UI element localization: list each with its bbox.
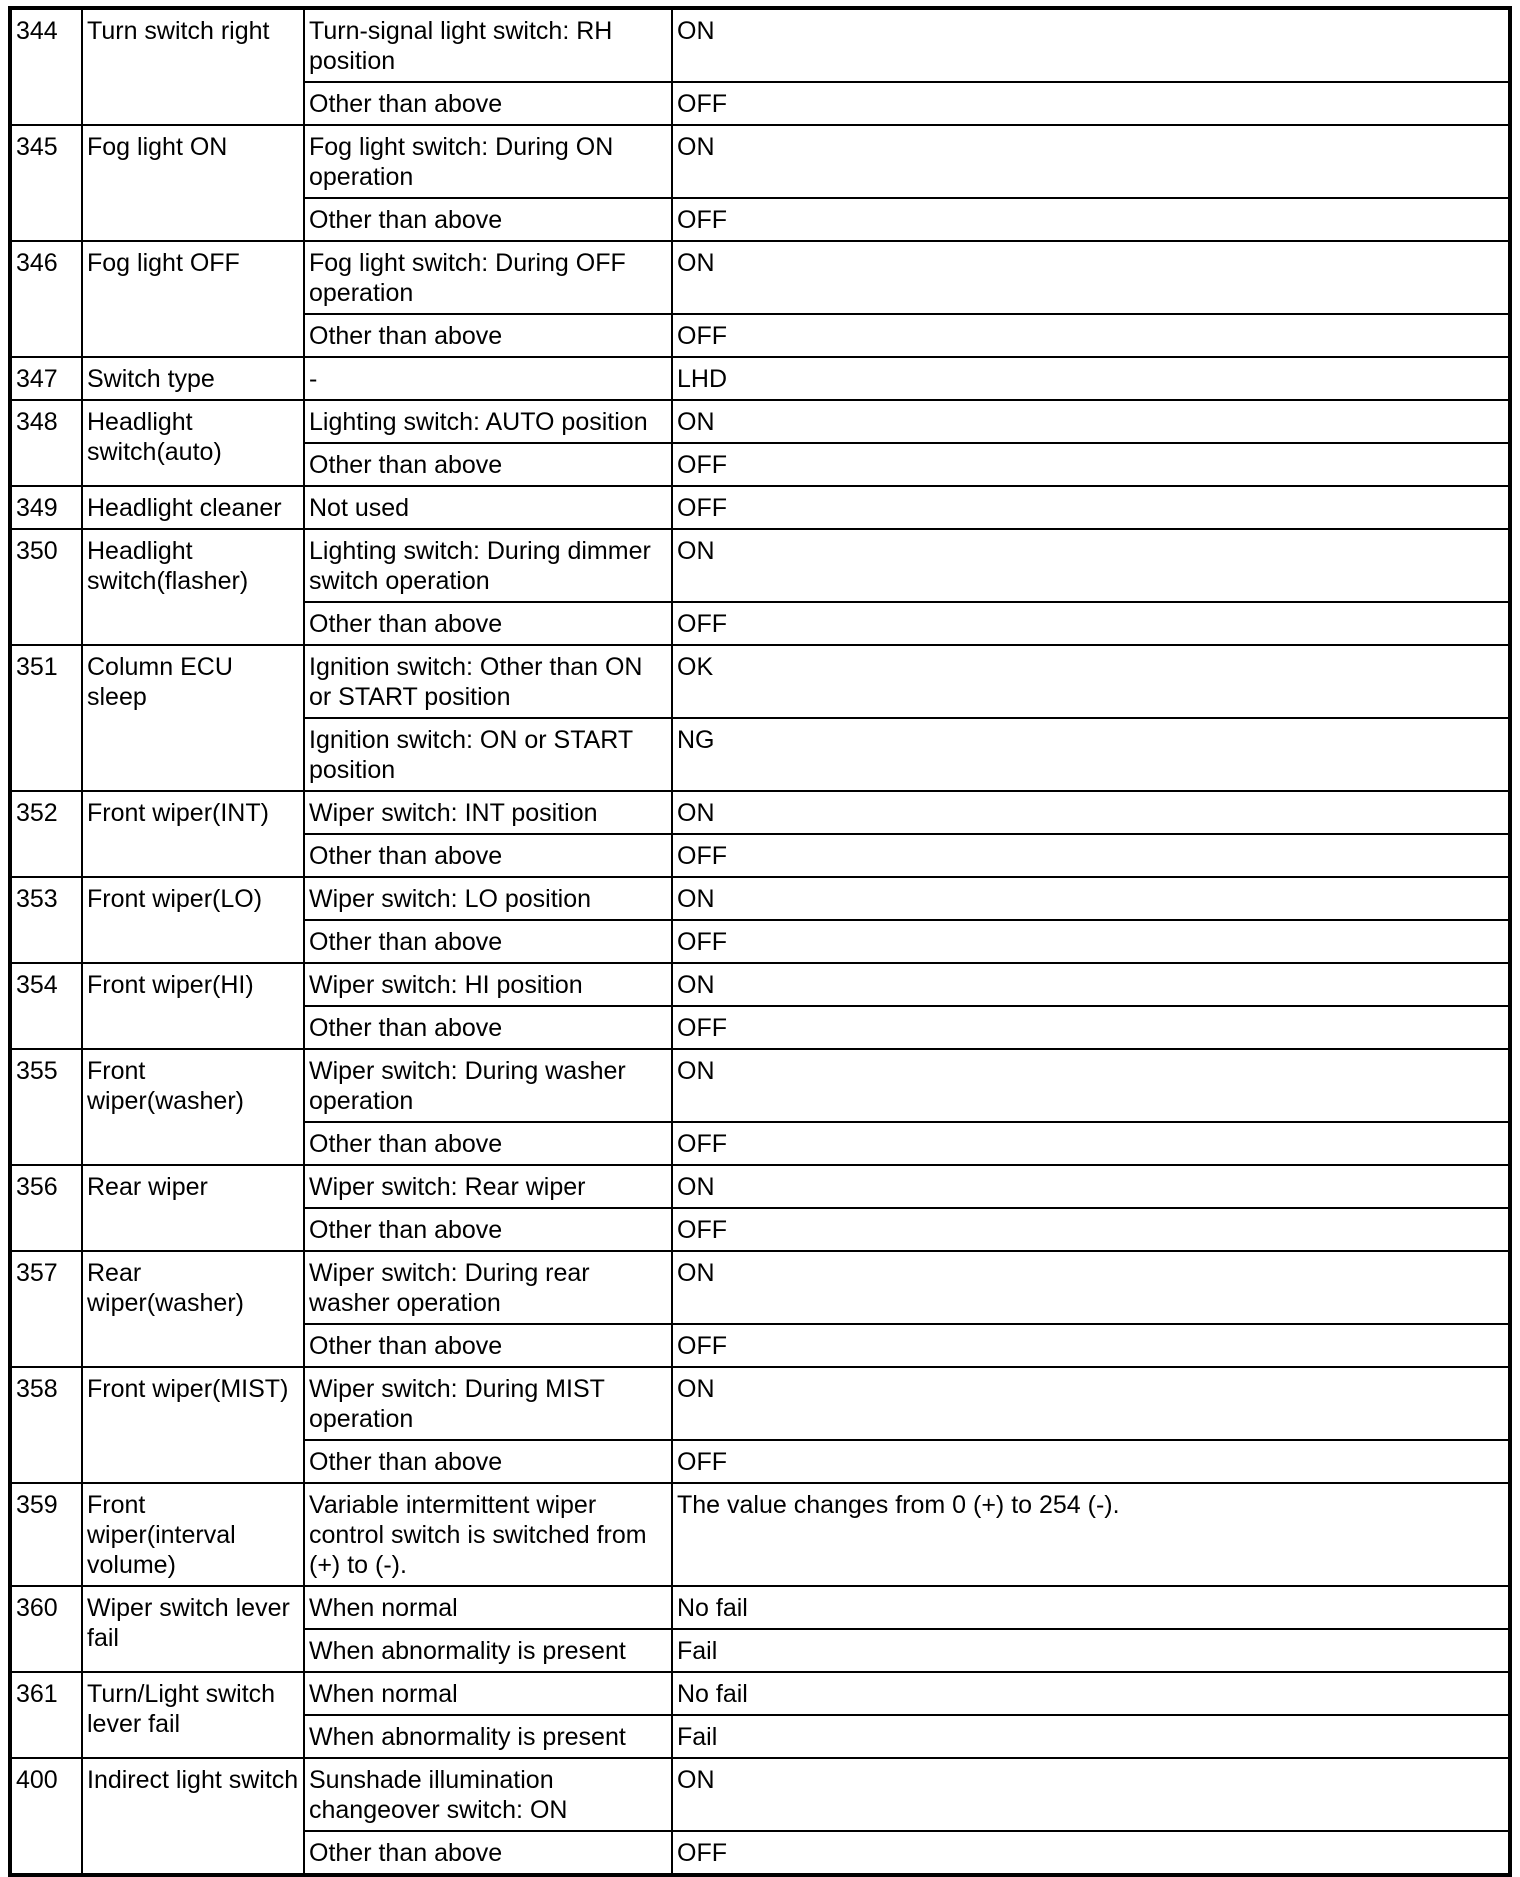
row-number-cell: 361: [10, 1672, 82, 1758]
condition-cell: Lighting switch: AUTO position: [304, 400, 672, 443]
table-row: [10, 8, 1510, 82]
row-number-cell: 356: [10, 1165, 82, 1251]
item-name-cell: Front wiper(washer): [82, 1049, 304, 1165]
value-cell: ON: [672, 963, 1510, 1006]
table-row: [10, 486, 1510, 529]
value-cell: No fail: [672, 1586, 1510, 1629]
value-cell: ON: [672, 1758, 1510, 1831]
value-cell: OFF: [672, 602, 1510, 645]
condition-cell: Other than above: [304, 1122, 672, 1165]
condition-cell: Ignition switch: Other than ON or START position: [304, 645, 672, 718]
value-cell: ON: [672, 241, 1510, 314]
condition-cell: When abnormality is present: [304, 1629, 672, 1672]
table-row: [10, 1586, 1510, 1629]
item-name-cell: Column ECU sleep: [82, 645, 304, 791]
value-cell: OFF: [672, 486, 1510, 529]
condition-cell: Other than above: [304, 920, 672, 963]
value-cell: ON: [672, 1251, 1510, 1324]
table-row: [10, 125, 1510, 198]
value-cell: OFF: [672, 1440, 1510, 1483]
value-cell: OFF: [672, 1006, 1510, 1049]
item-name-cell: Headlight switch(auto): [82, 400, 304, 486]
row-number-cell: 351: [10, 645, 82, 791]
condition-cell: Lighting switch: During dimmer switch operation: [304, 529, 672, 602]
condition-cell: When normal: [304, 1672, 672, 1715]
condition-cell: Sunshade illumination changeover switch: ON: [304, 1758, 672, 1831]
condition-cell: Other than above: [304, 1006, 672, 1049]
condition-cell: Other than above: [304, 443, 672, 486]
row-number-cell: 348: [10, 400, 82, 486]
value-cell: OFF: [672, 198, 1510, 241]
value-cell: OFF: [672, 443, 1510, 486]
value-cell: OFF: [672, 1122, 1510, 1165]
condition-cell: Fog light switch: During ON operation: [304, 125, 672, 198]
item-name-cell: Front wiper(HI): [82, 963, 304, 1049]
table-row: [10, 241, 1510, 314]
item-name-cell: Turn switch right: [82, 8, 304, 125]
item-name-cell: Fog light OFF: [82, 241, 304, 357]
table-row: [10, 1251, 1510, 1324]
value-cell: OFF: [672, 834, 1510, 877]
value-cell: Fail: [672, 1629, 1510, 1672]
row-number-cell: 347: [10, 357, 82, 400]
row-number-cell: 400: [10, 1758, 82, 1875]
row-number-cell: 353: [10, 877, 82, 963]
condition-cell: Wiper switch: Rear wiper: [304, 1165, 672, 1208]
value-cell: The value changes from 0 (+) to 254 (-).: [672, 1483, 1510, 1586]
condition-cell: Other than above: [304, 602, 672, 645]
row-number-cell: 344: [10, 8, 82, 125]
condition-cell: Other than above: [304, 834, 672, 877]
value-cell: ON: [672, 791, 1510, 834]
condition-cell: Other than above: [304, 1440, 672, 1483]
condition-cell: Wiper switch: LO position: [304, 877, 672, 920]
item-name-cell: Front wiper(INT): [82, 791, 304, 877]
table-row: [10, 1758, 1510, 1831]
table-row: [10, 400, 1510, 443]
value-cell: Fail: [672, 1715, 1510, 1758]
table-row: [10, 877, 1510, 920]
table-row: [10, 1483, 1510, 1586]
row-number-cell: 345: [10, 125, 82, 241]
table-row: [10, 529, 1510, 602]
condition-cell: When abnormality is present: [304, 1715, 672, 1758]
item-name-cell: Headlight switch(flasher): [82, 529, 304, 645]
table-row: [10, 1049, 1510, 1122]
value-cell: ON: [672, 877, 1510, 920]
row-number-cell: 358: [10, 1367, 82, 1483]
value-cell: NG: [672, 718, 1510, 791]
condition-cell: Fog light switch: During OFF operation: [304, 241, 672, 314]
value-cell: ON: [672, 1367, 1510, 1440]
item-name-cell: Switch type: [82, 357, 304, 400]
row-number-cell: 350: [10, 529, 82, 645]
condition-cell: Turn-signal light switch: RH position: [304, 8, 672, 82]
item-name-cell: Front wiper(interval volume): [82, 1483, 304, 1586]
row-number-cell: 354: [10, 963, 82, 1049]
condition-cell: Wiper switch: HI position: [304, 963, 672, 1006]
table-row: [10, 1672, 1510, 1715]
condition-cell: Other than above: [304, 1831, 672, 1875]
condition-cell: Other than above: [304, 314, 672, 357]
condition-cell: Wiper switch: During washer operation: [304, 1049, 672, 1122]
value-cell: LHD: [672, 357, 1510, 400]
table-row: [10, 357, 1510, 400]
table-row: [10, 963, 1510, 1006]
value-cell: OFF: [672, 82, 1510, 125]
value-cell: ON: [672, 1049, 1510, 1122]
condition-cell: Other than above: [304, 1324, 672, 1367]
value-cell: OFF: [672, 314, 1510, 357]
item-name-cell: Indirect light switch: [82, 1758, 304, 1875]
table-row: [10, 645, 1510, 718]
condition-cell: When normal: [304, 1586, 672, 1629]
condition-cell: Other than above: [304, 82, 672, 125]
table-row: [10, 791, 1510, 834]
item-name-cell: Turn/Light switch lever fail: [82, 1672, 304, 1758]
value-cell: No fail: [672, 1672, 1510, 1715]
item-name-cell: Headlight cleaner: [82, 486, 304, 529]
row-number-cell: 349: [10, 486, 82, 529]
condition-cell: Variable intermittent wiper control switch is switched from (+) to (-).: [304, 1483, 672, 1586]
value-cell: OFF: [672, 1831, 1510, 1875]
condition-cell: Other than above: [304, 198, 672, 241]
row-number-cell: 352: [10, 791, 82, 877]
condition-cell: Other than above: [304, 1208, 672, 1251]
table-row: [10, 1165, 1510, 1208]
item-name-cell: Rear wiper: [82, 1165, 304, 1251]
row-number-cell: 359: [10, 1483, 82, 1586]
condition-cell: -: [304, 357, 672, 400]
value-cell: OFF: [672, 1324, 1510, 1367]
value-cell: ON: [672, 1165, 1510, 1208]
item-name-cell: Front wiper(LO): [82, 877, 304, 963]
item-name-cell: Rear wiper(washer): [82, 1251, 304, 1367]
value-cell: OK: [672, 645, 1510, 718]
condition-cell: Wiper switch: INT position: [304, 791, 672, 834]
row-number-cell: 357: [10, 1251, 82, 1367]
value-cell: ON: [672, 400, 1510, 443]
row-number-cell: 355: [10, 1049, 82, 1165]
data-list-body: [10, 8, 1510, 1875]
condition-cell: Wiper switch: During MIST operation: [304, 1367, 672, 1440]
condition-cell: Wiper switch: During rear washer operation: [304, 1251, 672, 1324]
value-cell: OFF: [672, 920, 1510, 963]
item-name-cell: Front wiper(MIST): [82, 1367, 304, 1483]
row-number-cell: 346: [10, 241, 82, 357]
table-row: [10, 1367, 1510, 1440]
value-cell: ON: [672, 529, 1510, 602]
item-name-cell: Fog light ON: [82, 125, 304, 241]
row-number-cell: 360: [10, 1586, 82, 1672]
condition-cell: Ignition switch: ON or START position: [304, 718, 672, 791]
value-cell: OFF: [672, 1208, 1510, 1251]
value-cell: ON: [672, 8, 1510, 82]
value-cell: ON: [672, 125, 1510, 198]
data-list-table: [8, 6, 1512, 1877]
condition-cell: Not used: [304, 486, 672, 529]
item-name-cell: Wiper switch lever fail: [82, 1586, 304, 1672]
